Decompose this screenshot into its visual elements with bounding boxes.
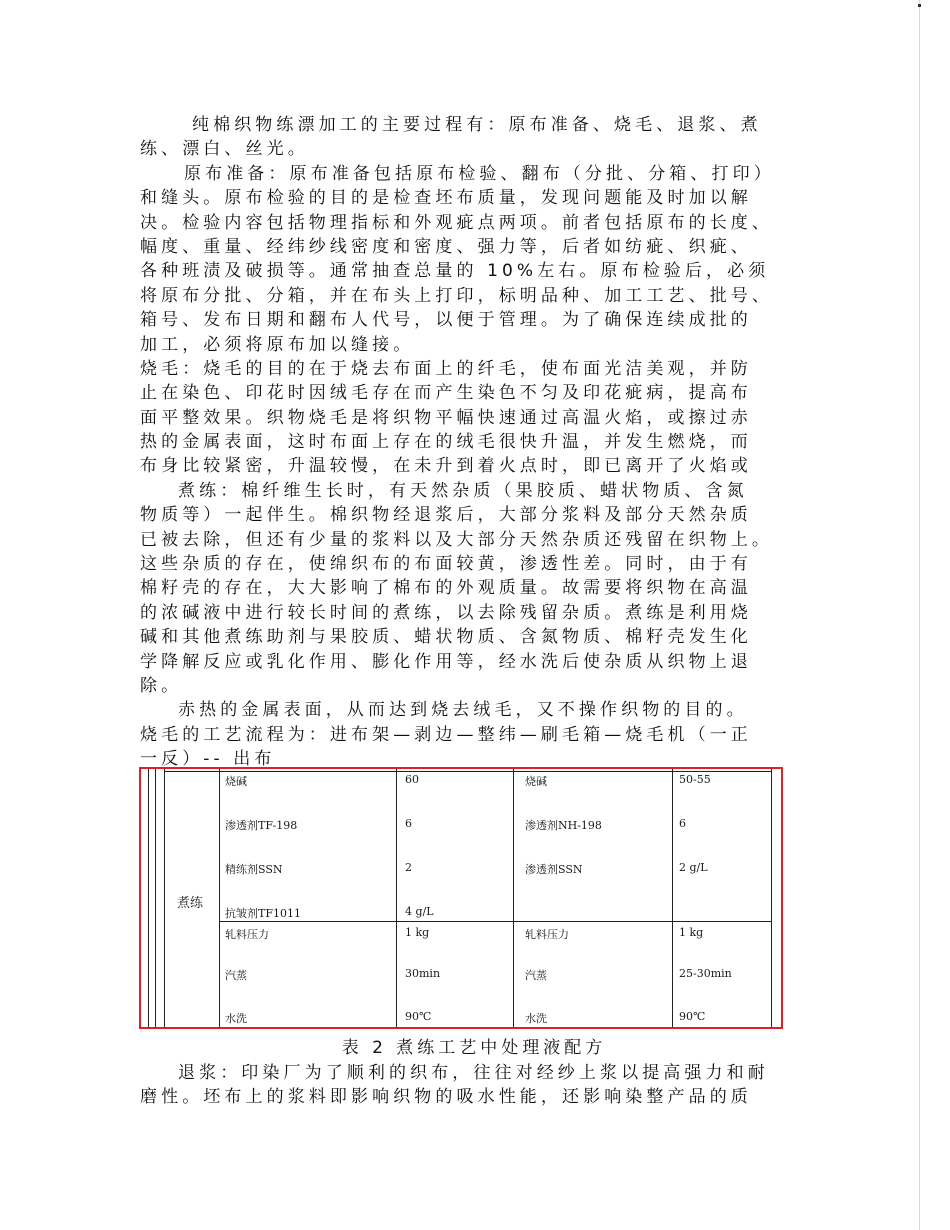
text-line: 碱和其他煮练助剂与果胶质、蜡状物质、含氮物质、棉籽壳发生化 — [140, 627, 752, 648]
table-cell-value: 6 — [679, 817, 686, 830]
table-cell-name: 抗皱剂TF1011 — [225, 907, 301, 920]
table-cell-value: 50-55 — [679, 773, 711, 786]
table-cell-name: 烧碱 — [225, 775, 247, 788]
text-line: 原布准备：原布准备包括原布检验、翻布（分批、分箱、打印） — [184, 163, 775, 184]
text-line: 物质等）一起伴生。棉织物经退浆后，大部分浆料及部分天然杂质 — [140, 505, 752, 526]
table-cell-value: 90℃ — [405, 1010, 432, 1023]
text-line: 这些杂质的存在，使绵织布的布面较黄，渗透性差。同时，由于有 — [140, 554, 752, 575]
table-cell-value: 4 g/L — [405, 905, 434, 918]
text-line: 加工，必须将原布加以缝接。 — [140, 334, 415, 355]
text-line: 学降解反应或乳化作用、膨化作用等，经水洗后使杂质从织物上退 — [140, 651, 752, 672]
text-line: 和缝头。原布检验的目的是检查坯布质量，发现问题能及时加以解 — [140, 188, 752, 209]
table-cell-name: 精练剂SSN — [225, 863, 283, 876]
text-line: 磨性。坯布上的浆料即影响织物的吸水性能，还影响染整产品的质 — [140, 1087, 752, 1108]
table-cell-name: 汽蒸 — [525, 969, 547, 982]
table-cell-name: 水洗 — [525, 1012, 547, 1025]
table-cell-value: 2 — [405, 861, 412, 874]
table-line — [219, 921, 772, 922]
table-line — [164, 769, 165, 1027]
table-cell-name: 渗透剂SSN — [525, 863, 583, 876]
table-caption: 表 2 煮练工艺中处理液配方 — [341, 1038, 607, 1058]
table-cell-value: 25-30min — [679, 967, 732, 980]
table-cell-name: 水洗 — [225, 1012, 247, 1025]
text-line: 纯棉织物练漂加工的主要过程有：原布准备、烧毛、退浆、煮 — [192, 115, 762, 135]
text-line: 已被去除，但还有少量的浆料以及大部分天然杂质还残留在织物上。 — [140, 529, 773, 550]
table-line — [155, 769, 156, 1027]
text-line: 将原布分批、分箱，并在布头上打印，标明品种、加工工艺、批号、 — [140, 285, 773, 306]
body-text-top — [140, 113, 808, 772]
text-line: 棉籽壳的存在，大大影响了棉布的外观质量。故需要将织物在高温 — [140, 578, 752, 599]
table-cell-value: 60 — [405, 773, 419, 786]
table-cell-name: 轧料压力 — [225, 928, 269, 941]
table-line — [396, 769, 397, 1027]
text-line: 止在染色、印花时因绒毛存在而产生染色不匀及印花疵病，提高布 — [140, 383, 752, 404]
table-cell-name: 渗透剂TF-198 — [225, 819, 298, 832]
table-line — [771, 769, 772, 1027]
text-line: 决。检验内容包括物理指标和外观疵点两项。前者包括原布的长度、 — [140, 212, 773, 233]
table-cell-value: 6 — [405, 817, 412, 830]
table-cell-value: 1 kg — [679, 926, 704, 939]
table-line — [164, 771, 772, 772]
text-line: 退浆：印染厂为了顺利的织布，往往对经纱上浆以提高强力和耐 — [178, 1063, 769, 1083]
text-line: 煮练：棉纤维生长时，有天然杂质（果胶质、蜡状物质、含氮 — [178, 480, 748, 501]
table-line — [513, 769, 514, 1027]
text-line: 箱号、发布日期和翻布人代号，以便于管理。为了确保连续成批的 — [140, 310, 752, 331]
text-line: 烧毛的工艺流程为：进布架—剥边—整纬—刷毛箱—烧毛机（一正 — [140, 724, 752, 745]
table-cell-name: 轧料压力 — [525, 928, 569, 941]
table-cell-name: 渗透剂NH-198 — [525, 819, 602, 832]
text-line: 各种班渍及破损等。通常抽查总量的 10%左右。原布检验后，必须 — [140, 261, 770, 282]
table-line — [148, 769, 149, 1027]
table-line — [219, 769, 220, 1027]
process-table — [139, 767, 783, 1029]
table-cell-value: 90℃ — [679, 1010, 706, 1023]
text-line: 一反）-- 出布 — [140, 749, 276, 770]
text-line: 热的金属表面，这时布面上存在的绒毛很快升温，并发生燃烧，而 — [140, 432, 752, 453]
row-label: 煮练 — [177, 896, 204, 911]
text-line: 的浓碱液中进行较长时间的煮练，以去除残留杂质。煮练是利用烧 — [140, 602, 752, 623]
text-line: 烧毛：烧毛的目的在于烧去布面上的纤毛，使布面光洁美观，并防 — [140, 358, 752, 379]
table-cell-value: 30min — [405, 967, 441, 980]
text-line: 幅度、重量、经纬纱线密度和密度、强力等，后者如纺疵、织疵、 — [140, 236, 752, 257]
body-text-bottom — [140, 1061, 808, 1110]
table-cell-name: 汽蒸 — [225, 969, 247, 982]
text-line: 布身比较紧密，升温较慢，在未升到着火点时，即已离开了火焰或 — [140, 456, 752, 477]
table-cell-name: 烧碱 — [525, 775, 547, 788]
table-line — [164, 1027, 772, 1028]
text-line: 赤热的金属表面，从而达到烧去绒毛，又不操作织物的目的。 — [178, 700, 748, 721]
text-line: 练、漂白、丝光。 — [140, 139, 309, 160]
table-line — [672, 769, 673, 1027]
page-edge — [919, 0, 920, 1230]
table-cell-value: 2 g/L — [679, 861, 708, 874]
text-line: 除。 — [140, 675, 183, 696]
text-line: 面平整效果。织物烧毛是将织物平幅快速通过高温火焰，或擦过赤 — [140, 407, 752, 428]
table-cell-value: 1 kg — [405, 926, 430, 939]
page-corner-mark — [918, 4, 921, 7]
